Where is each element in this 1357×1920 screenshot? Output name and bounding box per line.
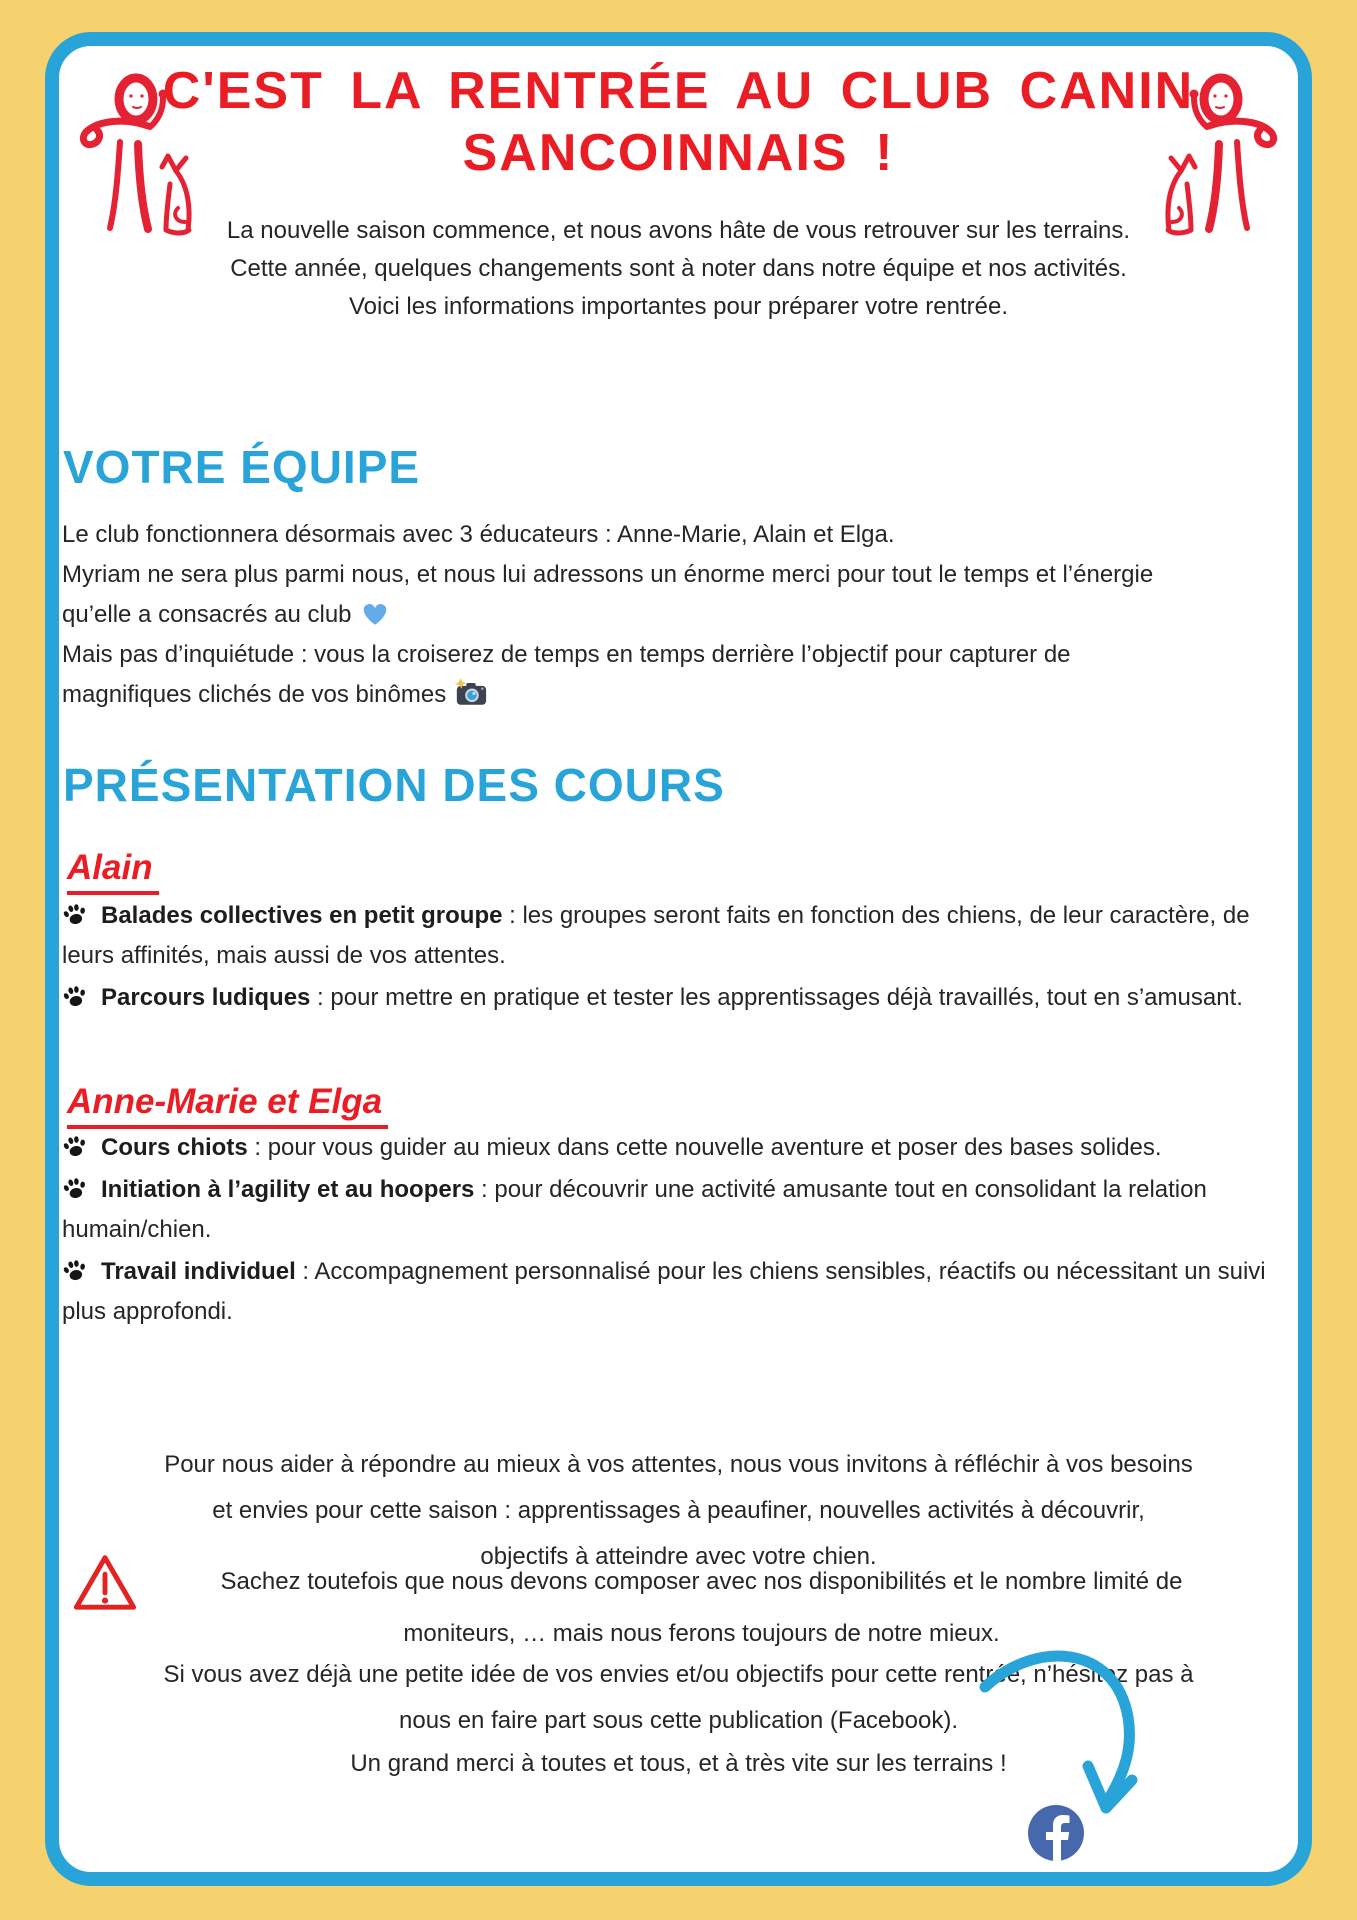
section-heading-courses: PRÉSENTATION DES COURS <box>63 759 725 811</box>
course-item <box>62 978 1297 1018</box>
course-item-title: Cours chiots <box>101 1134 248 1161</box>
section-heading-team: VOTRE ÉQUIPE <box>63 441 421 493</box>
course-item-desc: : pour découvrir une activité amusante tout en consolidant la relation humain/chien. <box>62 1176 1207 1243</box>
team-line: qu’elle a consacrés au club <box>62 595 1297 635</box>
intro-line: Cette année, quelques changements sont à noter dans notre équipe et nos activités. <box>230 255 1127 282</box>
course-item <box>62 1252 1297 1332</box>
team-line: Myriam ne sera plus parmi nous, et nous lui adressons un énorme merci pour tout le temps et l’énergie <box>62 561 1154 588</box>
team-line: magnifiques clichés de vos binômes <box>62 675 1297 715</box>
course-item <box>62 1128 1297 1168</box>
course-item <box>62 1170 1297 1250</box>
closing-paragraph: Pour nous aider à répondre au mieux à vos attentes, nous vous invitons à réfléchir à vos besoins et envies pour cette saison : apprentissages à peaufiner, nouvelles activités à découvrir, objectifs à atteindre avec votre chien. <box>164 1451 1193 1570</box>
course-item-desc: : Accompagnement personnalisé pour les chiens sensibles, réactifs ou nécessitant un suivi plus approfondi. <box>62 1258 1266 1325</box>
course-item-title: Initiation à l’agility et au hoopers <box>101 1176 475 1203</box>
paw-icon <box>60 1130 90 1160</box>
intro-line: La nouvelle saison commence, et nous avons hâte de vous retrouver sur les terrains. <box>226 217 1131 244</box>
facebook-invite-paragraph: Si vous avez déjà une petite idée de vos envies et/ou objectifs pour cette rentrée, n’hésitez pas à nous en faire part sous cette publication (Facebook). <box>163 1661 1194 1734</box>
paw-icon <box>60 980 90 1010</box>
paw-icon <box>60 898 90 928</box>
course-list-anne-marie-elga <box>62 1128 1297 1334</box>
paw-icon <box>60 1254 90 1284</box>
team-line: Mais pas d’inquiétude : vous la croiserez de temps en temps derrière l’objectif pour capturer de <box>62 641 1071 668</box>
course-item-title: Parcours ludiques <box>101 984 311 1011</box>
course-list-alain <box>62 896 1297 1020</box>
thanks-line: Un grand merci à toutes et tous, et à très vite sur les terrains ! <box>350 1750 1007 1777</box>
team-paragraph <box>62 515 1297 715</box>
paw-icon <box>60 1172 90 1202</box>
intro-line: Voici les informations importantes pour préparer votre rentrée. <box>349 293 1008 320</box>
trainer-name-alain: Alain <box>67 848 159 895</box>
page-title-line2: SANCOINNAIS ! <box>462 124 895 182</box>
facebook-icon[interactable] <box>1028 1805 1084 1861</box>
trainer-name-anne-marie-elga: Anne-Marie et Elga <box>67 1082 388 1129</box>
team-line: Le club fonctionnera désormais avec 3 éducateurs : Anne-Marie, Alain et Elga. <box>62 521 895 548</box>
blue-heart-icon <box>360 600 390 627</box>
course-item-desc: : pour mettre en pratique et tester les apprentissages déjà travaillés, tout en s’amusant. <box>310 984 1243 1011</box>
page-title <box>150 60 1207 184</box>
warning-paragraph: Sachez toutefois que nous devons composer avec nos disponibilités et le nombre limité de moniteurs, … mais nous ferons toujours de notre mieux. <box>220 1568 1183 1647</box>
intro-paragraph <box>70 212 1287 326</box>
course-item <box>62 896 1297 976</box>
course-item-title: Balades collectives en petit groupe <box>101 902 503 929</box>
course-item-desc: : pour vous guider au mieux dans cette nouvelle aventure et poser des bases solides. <box>247 1134 1162 1161</box>
camera-flash-icon <box>454 678 488 707</box>
course-item-title: Travail individuel <box>101 1258 296 1285</box>
page-title-line1: C'EST LA RENTRÉE AU CLUB CANIN <box>162 62 1195 120</box>
course-item-desc: : les groupes seront faits en fonction des chiens, de leur caractère, de leurs affinités, mais aussi de vos attentes. <box>62 902 1250 969</box>
